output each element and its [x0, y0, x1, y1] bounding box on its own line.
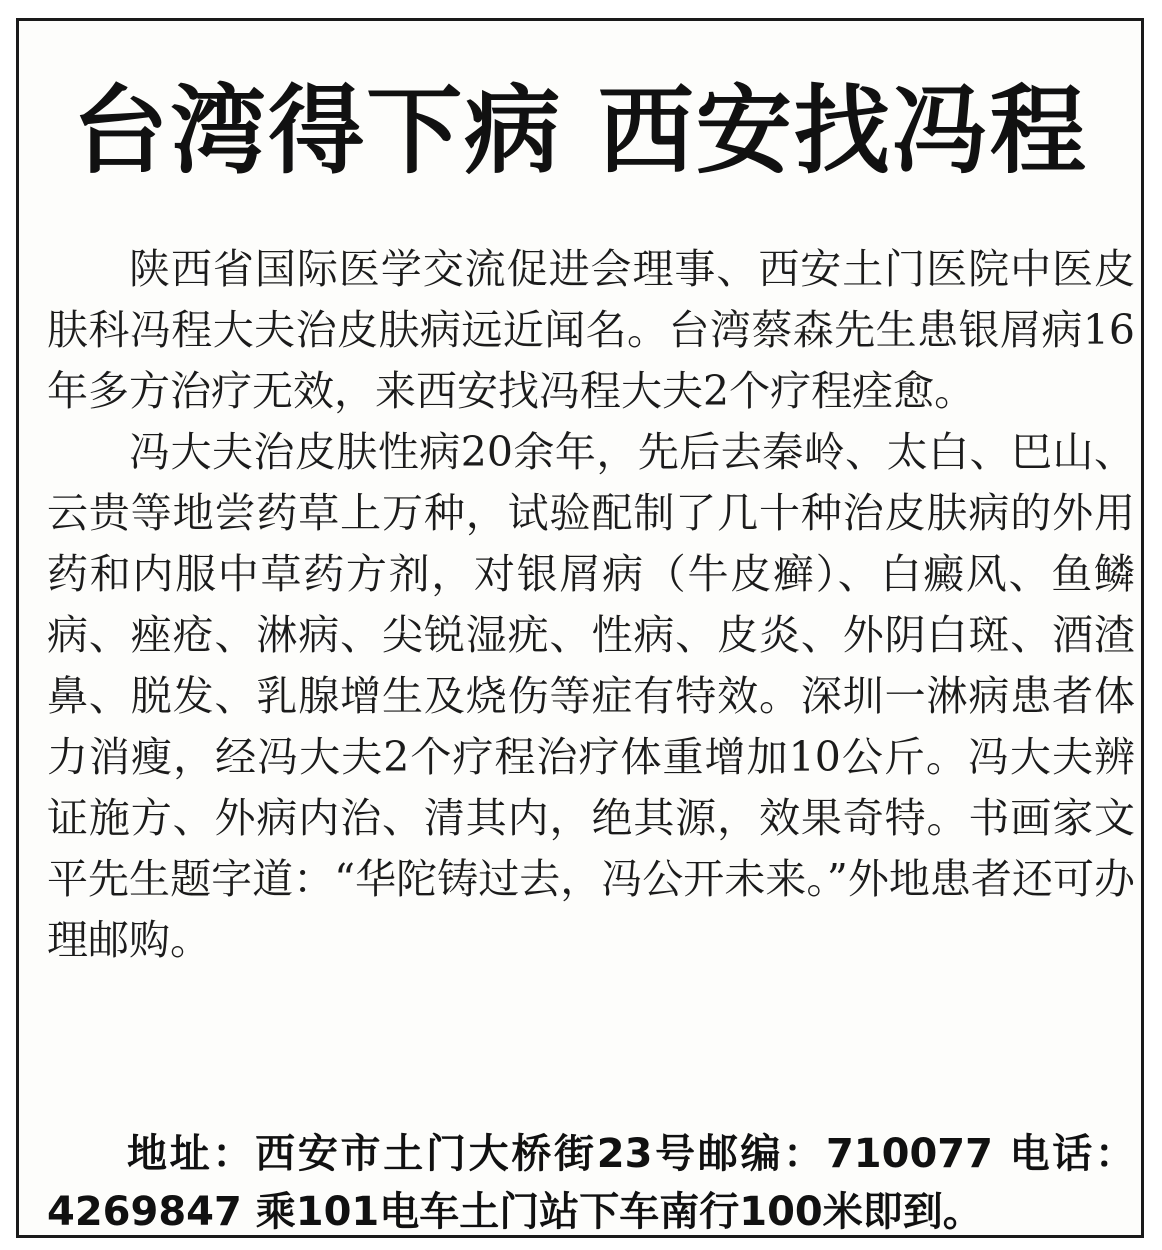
- ad-address-contact: 地址：西安市土门大桥街23号邮编：710077 电话：4269847 乘101电车土门站下车南行100米即到。: [47, 1131, 1135, 1235]
- ad-body: [47, 239, 1135, 971]
- ad-paragraph-1: 陕西省国际医学交流促进会理事、西安土门医院中医皮肤科冯程大夫治皮肤病远近闻名。台湾蔡森先生患银屑病16年多方治疗无效，来西安找冯程大夫2个疗程痊愈。: [47, 245, 1135, 415]
- ad-headline: 台湾得下病 西安找冯程: [72, 75, 1088, 187]
- ad-border-frame: [16, 18, 1144, 1238]
- ad-paragraph-2: 冯大夫治皮肤性病20余年，先后去秦岭、太白、巴山、云贵等地尝药草上万种，试验配制了几十种治皮肤病的外用药和内服中草药方剂，对银屑病（牛皮癣）、白癜风、鱼鳞病、痤疮、淋病、尖锐湿疣、性病、皮炎、外阴白斑、酒渣鼻、脱发、乳腺增生及烧伤等症有特效。深圳一淋病患者体力消瘦，经冯大夫2个疗程治疗体重增加10公斤。冯大夫辨证施方、外病内治、清其内，绝其源，效果奇特。书画家文平先生题字道：“华陀铸过去，冯公开未来。”外地患者还可办理邮购。: [47, 428, 1135, 964]
